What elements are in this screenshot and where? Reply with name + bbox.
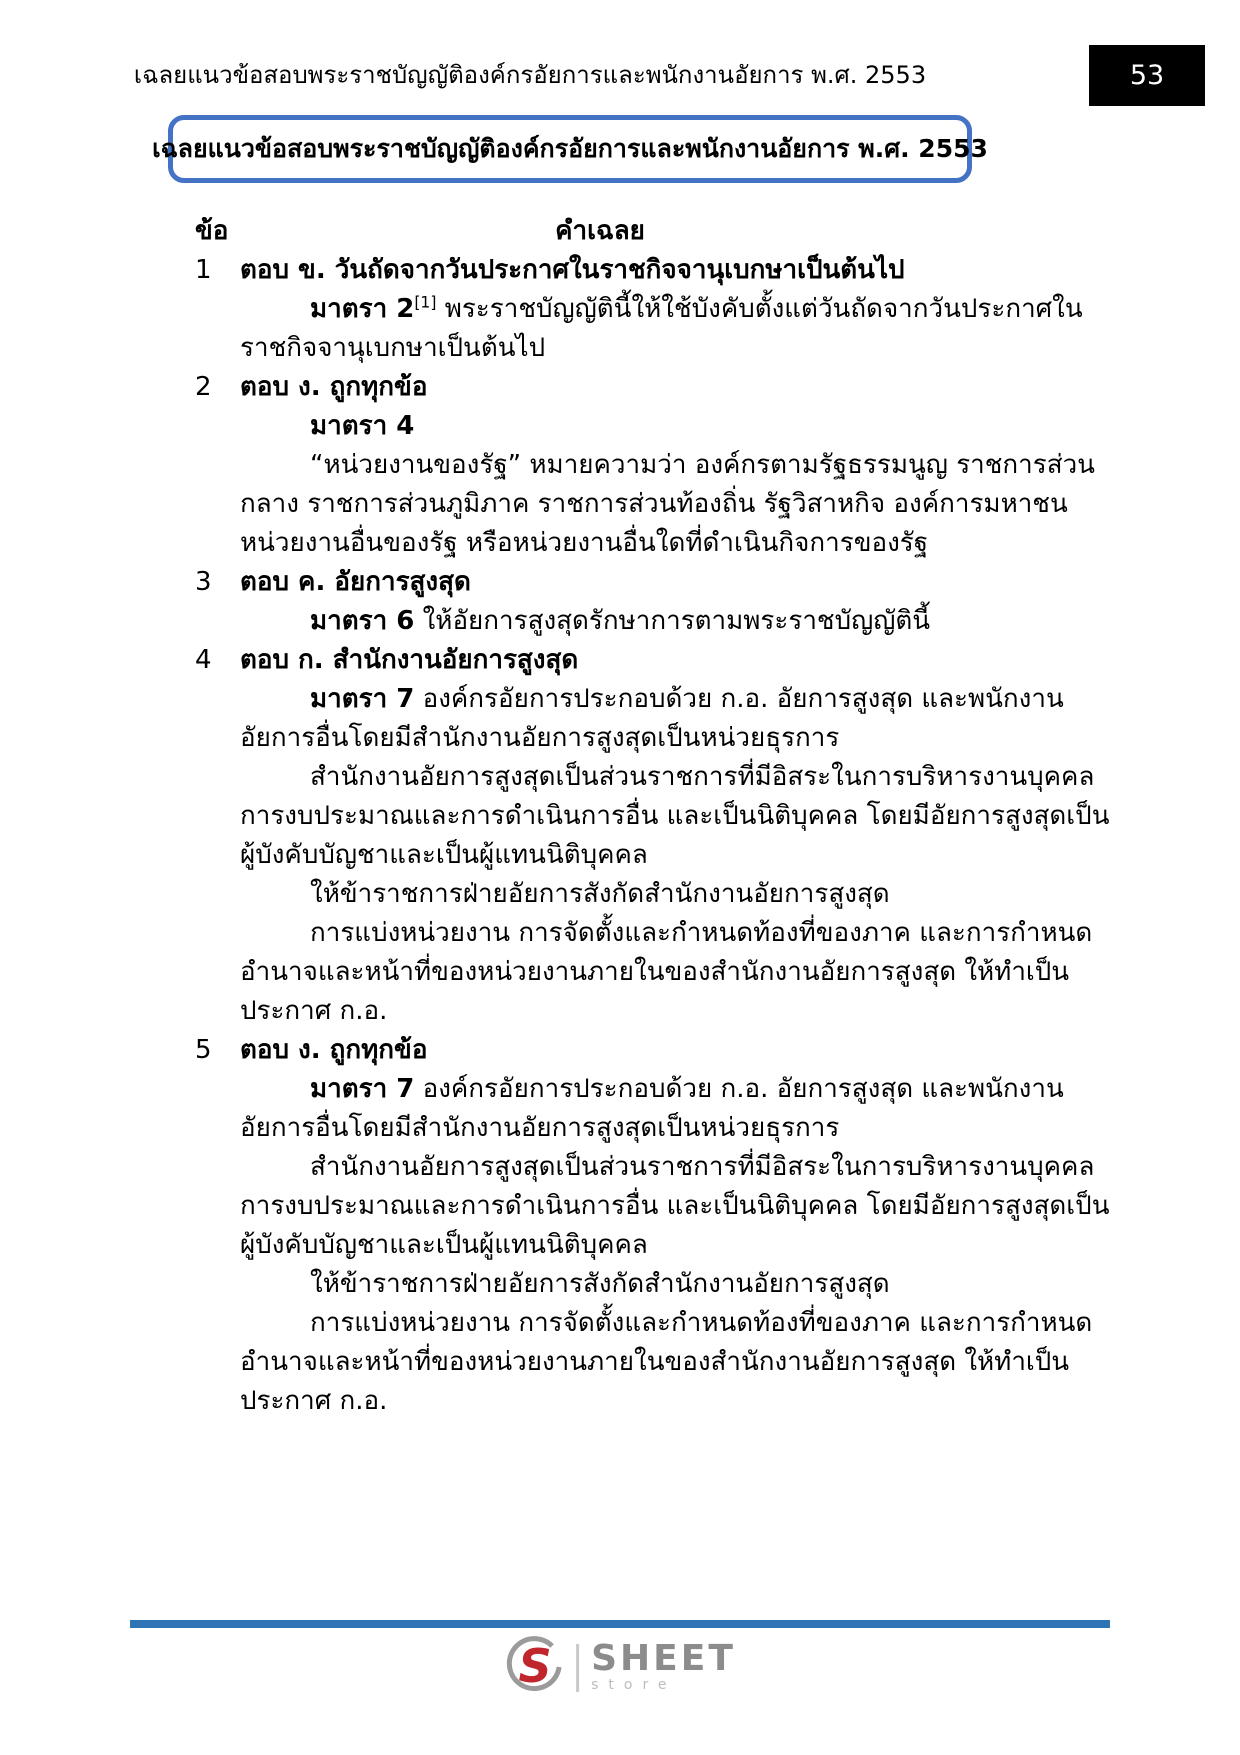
section-ref: มาตรา 7 <box>310 1074 415 1104</box>
section-ref: มาตรา 4 <box>310 411 415 441</box>
answer-body <box>240 251 1110 368</box>
brand-subtitle: store <box>591 1677 677 1693</box>
page-number-box <box>1089 45 1205 106</box>
title-box-text: เฉลยแนวข้อสอบพระราชบัญญัติองค์กรอัยการและพนักงานอัยการ พ.ศ. 2553 <box>152 134 988 163</box>
section-ref: มาตรา 7 <box>310 684 415 714</box>
qa-item-4 <box>195 641 1110 1031</box>
svg-text:S: S <box>518 1639 552 1693</box>
explanation-text: พระราชบัญญัตินี้​ให้ใช้บังคับ​ตั้งแต่​วันถัดจาก​วันประกาศ​ใน​ราชกิจจา​นุเบกษา​เป็นต้นไป <box>240 294 1083 363</box>
answer-line: ตอบ ง. ถูกทุกข้อ <box>240 372 428 402</box>
explanation-text: “หน่วยงานของรัฐ” หมายความว่า องค์กร​ตาม​รัฐธรรมนูญ ราชการ​ส่วนกลาง ราชการ​ส่วนภูมิภาค ราชการ​ส่วนท้องถิ่น รัฐวิสาหกิจ องค์การ​มหาชน หน่วยงาน​อื่น​ของรัฐ หรือ​หน่วยงาน​อื่นใด​ที่​ดำเนิน​กิจการ​ของรัฐ <box>240 450 1095 558</box>
section-ref: มาตรา 6 <box>310 606 415 636</box>
section-ref: มาตรา 2 <box>310 294 415 324</box>
question-number: 3 <box>195 567 212 597</box>
title-box <box>152 115 988 183</box>
explanation-text: การแบ่ง​หน่วยงาน การจัดตั้ง​และ​กำหนด​ท้องที่​ของภาค และ​การกำหนด​อำนาจ​และ​หน้าที่​ของ​หน่วยงาน​ภายใน​ของ​สำนักงาน​อัยการสูงสุด ให้​ทำเป็น​ประกาศ ก.อ. <box>240 1308 1093 1416</box>
brand-name: SHEET <box>591 1638 736 1679</box>
qa-item-5 <box>195 1031 1110 1421</box>
answer-body <box>240 1031 1110 1421</box>
column-headers <box>195 212 1110 251</box>
answer-key-content <box>195 212 1110 1421</box>
explanation-paragraph <box>240 290 1110 368</box>
logo-wordmark <box>591 1638 736 1694</box>
answer-line: ตอบ ก. สำนักงานอัยการสูงสุด <box>240 645 579 675</box>
qa-item-1 <box>195 251 1110 368</box>
explanation-paragraph <box>240 407 1110 446</box>
footer-divider-bar <box>130 1620 1110 1628</box>
explanation-paragraph <box>240 1070 1110 1148</box>
answer-column-header: คำเฉลย <box>555 216 645 246</box>
explanation-text: ให้​ข้าราชการ​ฝ่ายอัยการ​สังกัด​สำนักงาน​อัยการสูงสุด <box>310 1269 890 1299</box>
question-number: 5 <box>195 1035 212 1065</box>
running-header: เฉลยแนวข้อสอบพระราชบัญญัติองค์กรอัยการและพนักงานอัยการ พ.ศ. 2553 <box>133 61 927 89</box>
explanation-paragraph <box>240 875 1110 914</box>
qa-item-3 <box>195 563 1110 641</box>
logo-divider <box>576 1644 579 1692</box>
explanation-paragraph <box>240 680 1110 758</box>
question-number: 4 <box>195 645 212 675</box>
explanation-paragraph <box>240 1265 1110 1304</box>
answer-body <box>240 368 1110 563</box>
explanation-text: องค์กรอัยการ​ประกอบด้วย ก.อ. อัยการสูงสุด และ​พนักงาน​อัยการ​อื่น​โดย​มี​สำนักงาน​อัยการสูงสุด​เป็น​หน่วยธุรการ <box>240 684 1064 753</box>
explanation-paragraph <box>240 1304 1110 1421</box>
answer-line: ตอบ ง. ถูกทุกข้อ <box>240 1035 428 1065</box>
question-number: 1 <box>195 255 212 285</box>
answer-line: ตอบ ค. อัยการสูงสุด <box>240 567 471 597</box>
answer-line: ตอบ ข. วันถัดจากวันประกาศในราชกิจจานุเบกษาเป็นต้นไป <box>240 255 905 285</box>
answer-body <box>240 641 1110 1031</box>
question-column-header: ข้อ <box>195 216 229 246</box>
explanation-paragraph <box>240 1148 1110 1265</box>
explanation-text: องค์กรอัยการ​ประกอบด้วย ก.อ. อัยการสูงสุด และ​พนักงาน​อัยการ​อื่น​โดย​มี​สำนักงาน​อัยการสูงสุด​เป็น​หน่วยธุรการ <box>240 1074 1064 1143</box>
explanation-paragraph <box>240 446 1110 563</box>
footnote-ref: [1] <box>414 293 437 312</box>
sheet-store-s-icon <box>504 1636 564 1700</box>
page-number: 53 <box>1129 60 1165 91</box>
explanation-paragraph <box>240 602 1110 641</box>
explanation-text: ให้​อัยการสูงสุด​รักษาการ​ตาม​พระราชบัญญัตินี้ <box>414 606 931 636</box>
qa-item-2 <box>195 368 1110 563</box>
sheet-store-logo <box>504 1636 736 1700</box>
explanation-text: การแบ่ง​หน่วยงาน การจัดตั้ง​และ​กำหนด​ท้องที่​ของภาค และ​การกำหนด​อำนาจ​และ​หน้าที่​ของ​หน่วยงาน​ภายใน​ของ​สำนักงาน​อัยการสูงสุด ให้​ทำเป็น​ประกาศ ก.อ. <box>240 918 1093 1026</box>
explanation-text: ให้​ข้าราชการ​ฝ่ายอัยการ​สังกัด​สำนักงาน​อัยการสูงสุด <box>310 879 890 909</box>
explanation-text: สำนักงาน​อัยการสูงสุด​เป็น​ส่วนราชการ​ที่​มี​อิสระ​ใน​การบริหาร​งานบุคคล การงบประมาณ​และ​การดำเนินการ​อื่น และ​เป็น​นิติบุคคล โดย​มี​อัยการสูงสุด​เป็น​ผู้บังคับบัญชา​และ​เป็น​ผู้แทน​นิติบุคคล <box>240 762 1110 870</box>
explanation-paragraph <box>240 758 1110 875</box>
question-number: 2 <box>195 372 212 402</box>
answer-body <box>240 563 1110 641</box>
explanation-paragraph <box>240 914 1110 1031</box>
explanation-text: สำนักงาน​อัยการสูงสุด​เป็น​ส่วนราชการ​ที่​มี​อิสระ​ใน​การบริหาร​งานบุคคล การงบประมาณ​และ​การดำเนินการ​อื่น และ​เป็น​นิติบุคคล โดย​มี​อัยการสูงสุด​เป็น​ผู้บังคับบัญชา​และ​เป็น​ผู้แทน​นิติบุคคล <box>240 1152 1110 1260</box>
